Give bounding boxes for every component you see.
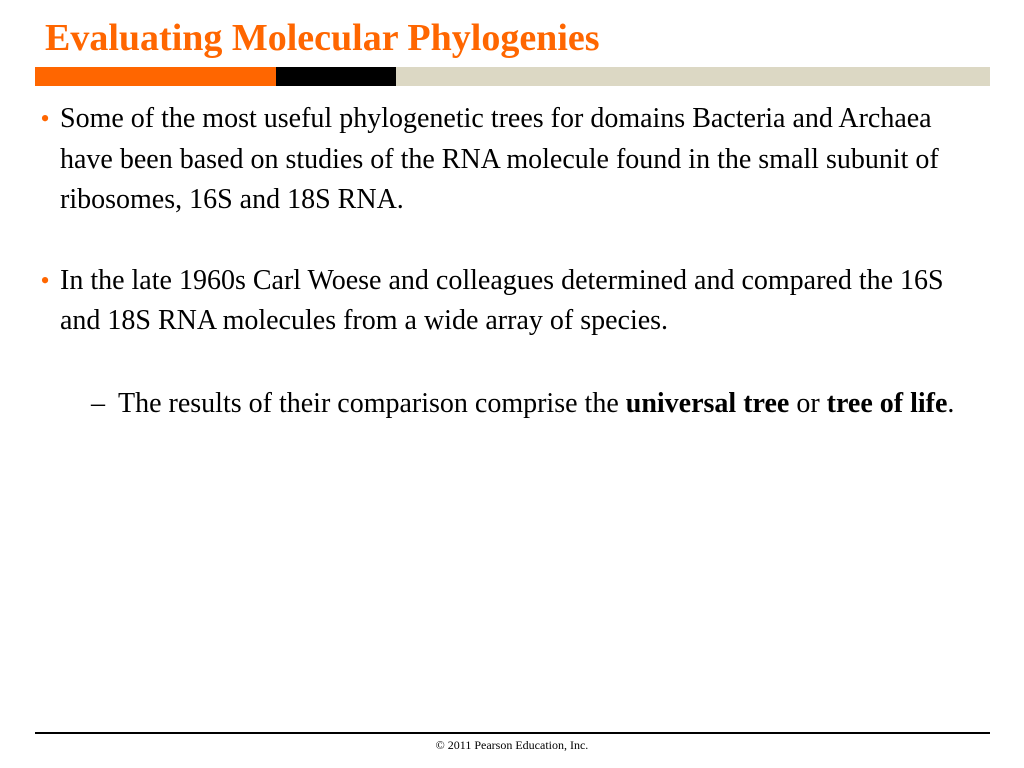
sub-bullet-text-before: The results of their comparison comprise the [118, 387, 626, 419]
sub-bullet-text-middle: or [789, 387, 827, 419]
title-bar-orange-segment [35, 67, 276, 86]
sub-bullet-item-1 [30, 384, 990, 425]
bullet-item-2 [30, 261, 990, 342]
sub-bullet-text-after: . [947, 387, 955, 419]
slide-content [30, 99, 990, 424]
bullet-item-1 [30, 99, 990, 221]
bullet-text-1: Some of the most useful phylogenetic trees for domains Bacteria and Archaea have been based on studies of the RNA molecule found in the small subunit of ribosomes, 16S and 18S RNA. [60, 103, 939, 215]
slide-title: Evaluating Molecular Phylogenies [45, 17, 600, 59]
footer-divider [35, 732, 990, 734]
bullet-dot-icon: • [40, 265, 50, 295]
title-bar-tan-segment [396, 67, 990, 86]
bullet-dot-icon: • [40, 104, 50, 133]
dash-bullet-icon: – [91, 387, 105, 419]
term-tree-of-life: tree of life [826, 387, 948, 419]
footer-copyright: © 2011 Pearson Education, Inc. [435, 738, 589, 752]
title-bar-black-segment [276, 67, 396, 86]
title-underline-bar [35, 67, 990, 86]
term-universal-tree: universal tree [625, 387, 790, 419]
bullet-text-2: In the late 1960s Carl Woese and colleagues determined and compared the 16S and 18S RNA molecules from a wide array of species. [60, 264, 944, 336]
